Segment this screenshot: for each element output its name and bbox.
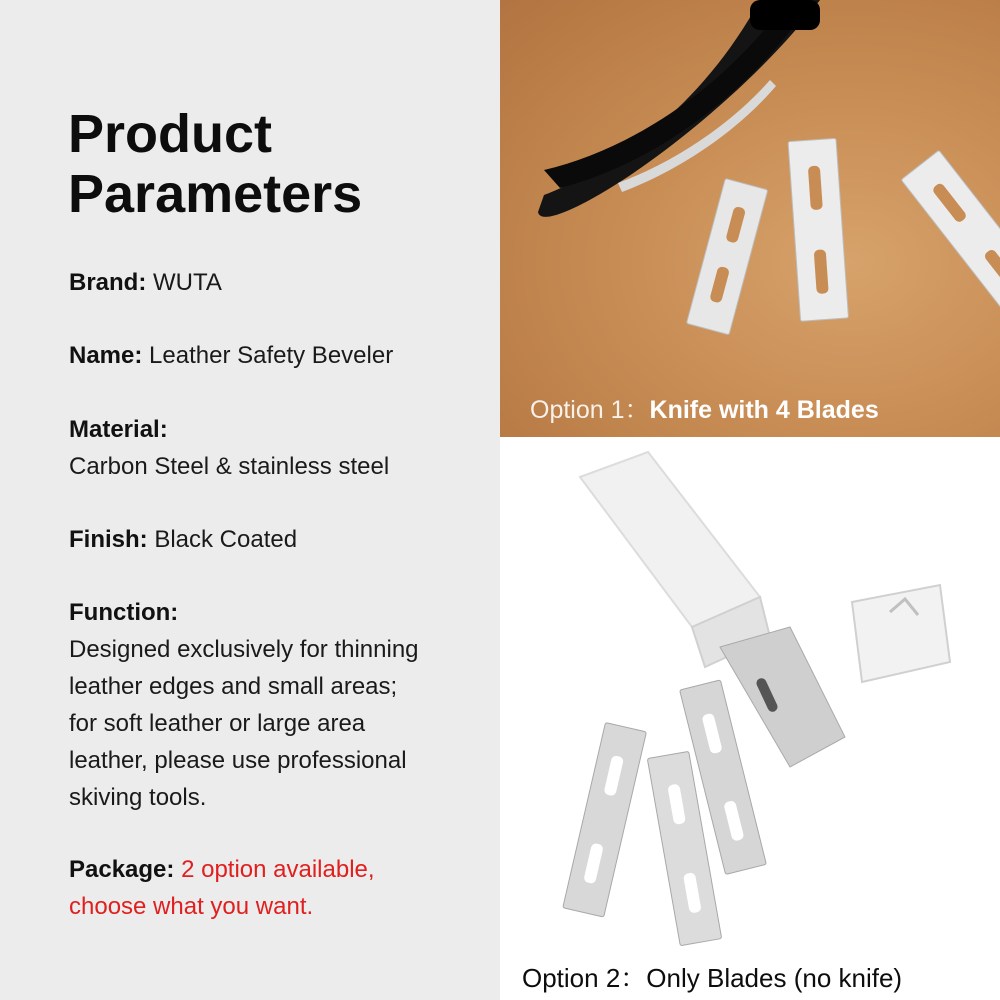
spec-package-line-1: 2 option available, [181,856,375,883]
title-line-1: Product [68,104,273,164]
spec-material-value: Carbon Steel & stainless steel [69,453,390,480]
spec-brand-label: Brand: [69,269,147,296]
spec-package-line-2: choose what you want. [69,893,314,920]
loose-blade-icon [686,179,767,335]
option2-text: Only Blades (no knife) [646,963,903,993]
spec-function-line: skiving tools. [69,784,207,811]
option1-prefix: Option 1： [530,396,650,424]
spec-brand [69,264,222,301]
spec-function-line: leather, please use professional [69,747,407,774]
page-title [68,104,362,224]
spec-brand-value: WUTA [153,269,222,296]
spec-function-line: Designed exclusively for thinning [69,636,419,663]
spec-name-value: Leather Safety Beveler [149,342,394,369]
spec-finish-value: Black Coated [154,526,298,553]
spec-finish [69,521,297,558]
blades-illustration [500,437,1000,1000]
option1-text: Knife with 4 Blades [649,396,879,424]
spec-function-label: Function: [69,599,179,626]
spec-name-label: Name: [69,342,143,369]
loose-blade-icon [788,138,848,321]
spec-function-line: for soft leather or large area [69,710,366,737]
spec-function [69,594,419,816]
option2-caption [522,958,902,995]
option1-caption [530,390,879,426]
option2-photo [500,437,1000,1000]
loose-blade-icon [563,723,647,918]
spec-finish-label: Finish: [69,526,148,553]
spec-package [69,851,375,925]
case-cap-icon [852,585,950,682]
knife-illustration [500,0,1000,437]
title-line-2: Parameters [68,164,363,224]
option1-photo [500,0,1000,437]
spec-material-label: Material: [69,416,168,443]
option2-prefix: Option 2： [522,963,647,993]
loose-blade-icon [901,150,1000,321]
spec-function-line: leather edges and small areas; [69,673,398,700]
spec-material [69,411,389,485]
spec-package-label: Package: [69,856,175,883]
spec-name [69,337,393,374]
